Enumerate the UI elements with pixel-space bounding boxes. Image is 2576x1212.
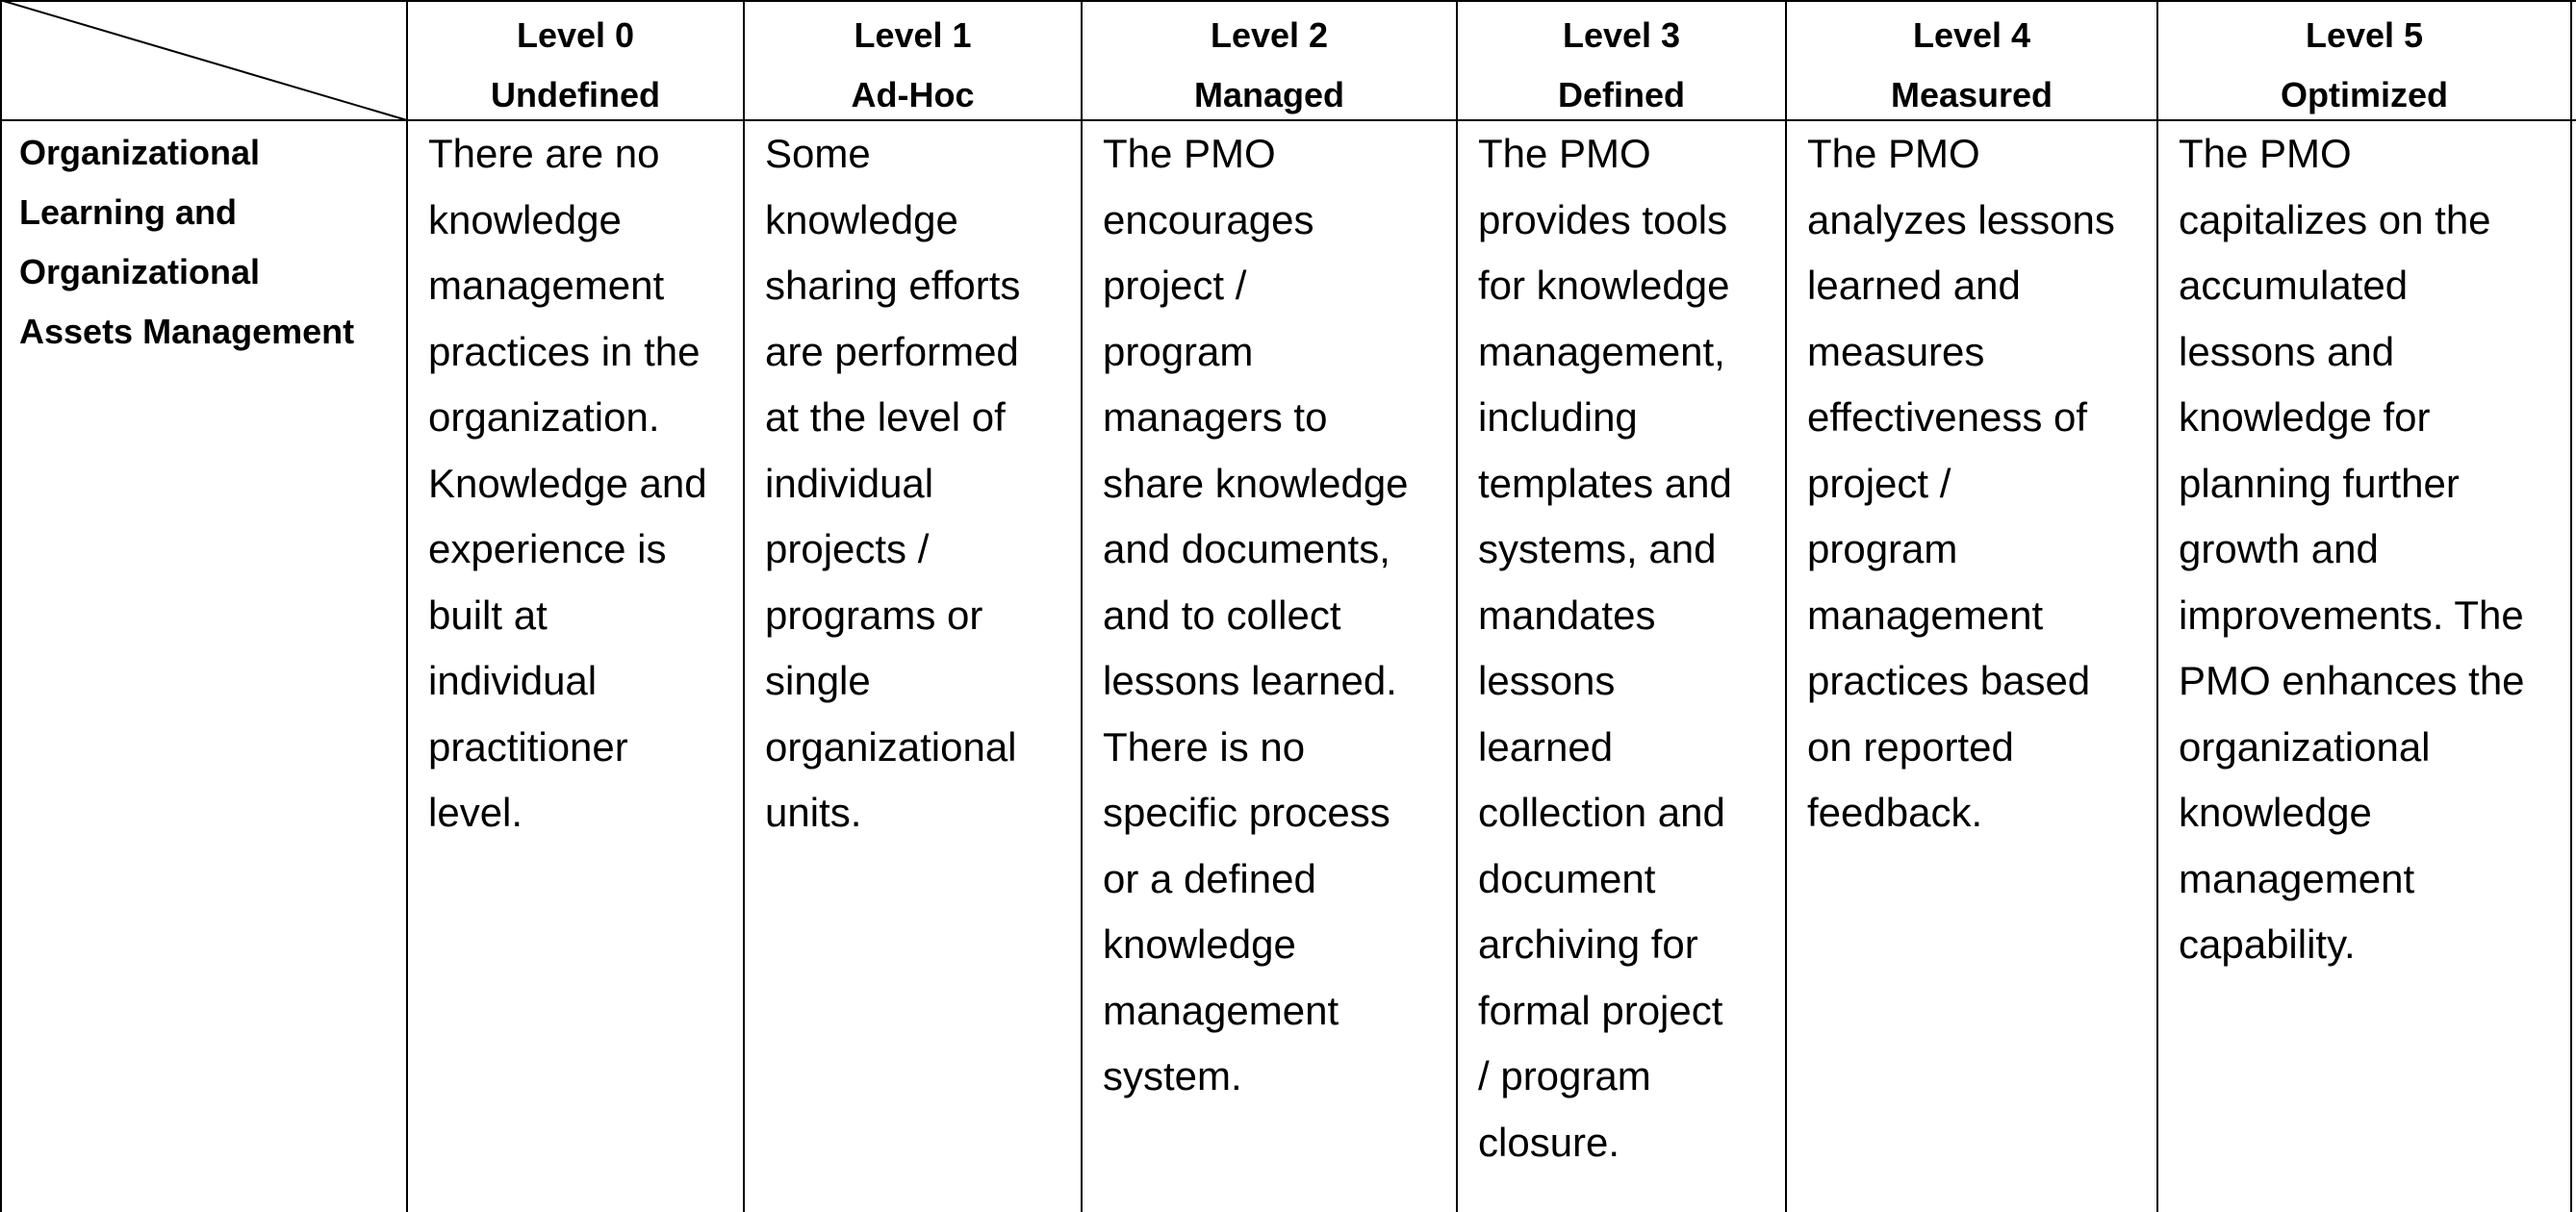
header-level-0 <box>408 0 743 119</box>
header-level-number: Level 4 <box>1912 15 2031 55</box>
header-level-2 <box>1083 0 1456 119</box>
column-divider <box>743 0 745 1212</box>
column-divider <box>1081 0 1083 1212</box>
column-divider <box>406 0 408 1212</box>
header-level-4 <box>1787 0 2156 119</box>
cell-level-0: There are no knowledge management practices in the organization. Knowledge and experience is built at individual practitioner level. <box>428 131 707 835</box>
column-divider <box>1456 0 1458 1212</box>
cell-level-4: The PMO analyzes lessons learned and measures effectiveness of project / program management practices based on reported feedback. <box>1807 131 2115 835</box>
column-divider <box>2156 0 2158 1212</box>
header-level-1 <box>745 0 1081 119</box>
header-level-name: Undefined <box>491 75 660 114</box>
column-divider <box>1785 0 1787 1212</box>
header-level-5 <box>2158 0 2570 119</box>
header-level-number: Level 0 <box>516 15 635 55</box>
header-level-name: Defined <box>1557 75 1685 114</box>
header-level-name: Measured <box>1890 75 2053 114</box>
cell-level-1: Some knowledge sharing efforts are performed at the level of individual projects / programs or single organizational units. <box>765 131 1021 835</box>
header-level-name: Optimized <box>2280 75 2448 114</box>
header-level-3 <box>1458 0 1785 119</box>
header-level-number: Level 5 <box>2305 15 2424 55</box>
header-level-name: Managed <box>1193 75 1345 114</box>
header-level-name: Ad-Hoc <box>851 75 975 114</box>
header-level-number: Level 2 <box>1210 15 1329 55</box>
header-level-number: Level 1 <box>854 15 972 55</box>
table-right-border <box>2570 0 2572 1212</box>
header-level-number: Level 3 <box>1562 15 1681 55</box>
row-label: Organizational Learning and Organizational Assets Management <box>19 133 355 351</box>
cell-level-5: The PMO capitalizes on the accumulated lessons and knowledge for planning further growth and improvements. The PMO enhances the organizational knowledge management capability. <box>2179 131 2525 967</box>
cell-level-2: The PMO encourages project / program managers to share knowledge and documents, and to collect lessons learned. There is no specific process or a defined knowledge management system. <box>1103 131 1409 1098</box>
cell-level-3: The PMO provides tools for knowledge management, including templates and systems, and mandates lessons learned collection and document archiving for formal project / program closure. <box>1478 131 1732 1165</box>
table-left-border <box>0 0 2 1212</box>
